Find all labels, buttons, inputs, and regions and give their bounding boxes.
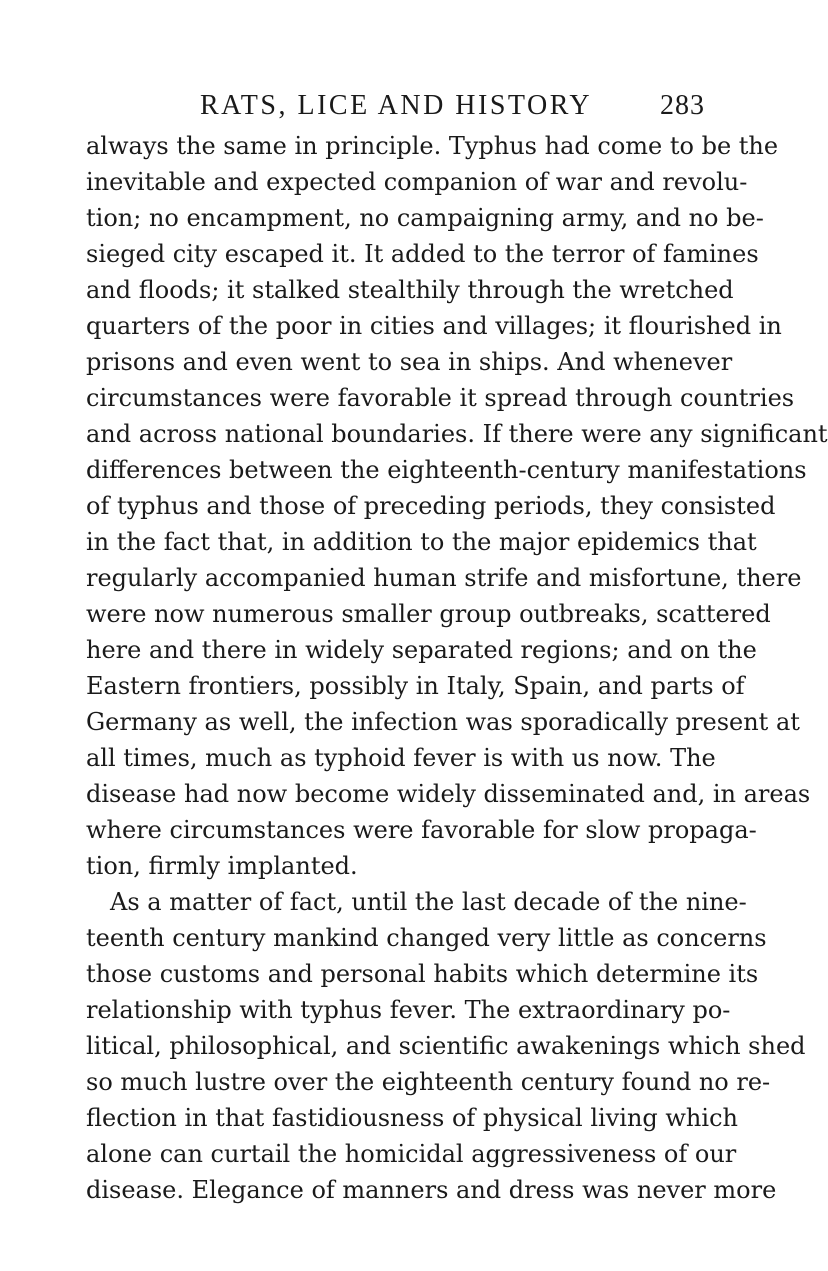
paragraph [86,884,806,1208]
text-line: disease. Elegance of manners and dress was never more [86,1176,777,1204]
running-head [200,88,705,124]
text-line: and across national boundaries. If there were any significant [86,420,828,448]
text-line: differences between the eighteenth-century manifestations [86,456,807,484]
paragraph [86,128,828,884]
text-line: relationship with typhus fever. The extraordinary po- [86,996,731,1024]
text-line: always the same in principle. Typhus had come to be the [86,132,779,160]
text-line: flection in that fastidiousness of physical living which [86,1104,738,1132]
text-line: disease had now become widely disseminated and, in areas [86,780,811,808]
text-line: so much lustre over the eighteenth century found no re- [86,1068,771,1096]
body-text [86,128,828,1208]
text-line: those customs and personal habits which determine its [86,960,759,988]
text-line: teenth century mankind changed very little as concerns [86,924,767,952]
text-line: and floods; it stalked stealthily through the wretched [86,276,734,304]
text-line: tion; no encampment, no campaigning army, and no be- [86,204,764,232]
text-line: circumstances were favorable it spread through countries [86,384,795,412]
text-line: Germany as well, the infection was sporadically present at [86,708,800,736]
text-line: where circumstances were favorable for slow propaga- [86,816,757,844]
text-line: were now numerous smaller group outbreaks, scattered [86,600,771,628]
text-line: prisons and even went to sea in ships. And whenever [86,348,733,376]
running-title: RATS, LICE AND HISTORY [200,90,593,121]
text-line: of typhus and those of preceding periods, they consisted [86,492,776,520]
text-line: regularly accompanied human strife and misfortune, there [86,564,802,592]
text-line: here and there in widely separated regions; and on the [86,636,757,664]
text-line: sieged city escaped it. It added to the terror of famines [86,240,759,268]
text-line: quarters of the poor in cities and villages; it flourished in [86,312,782,340]
page-number: 283 [660,90,705,121]
text-line: As a matter of fact, until the last decade of the nine- [110,888,747,916]
text-line: Eastern frontiers, possibly in Italy, Spain, and parts of [86,672,745,700]
text-line: litical, philosophical, and scientific awakenings which shed [86,1032,806,1060]
text-line: all times, much as typhoid fever is with us now. The [86,744,716,772]
text-line: tion, firmly implanted. [86,852,358,880]
text-line: inevitable and expected companion of war and revolu- [86,168,748,196]
text-line: in the fact that, in addition to the major epidemics that [86,528,757,556]
text-line: alone can curtail the homicidal aggressiveness of our [86,1140,737,1168]
